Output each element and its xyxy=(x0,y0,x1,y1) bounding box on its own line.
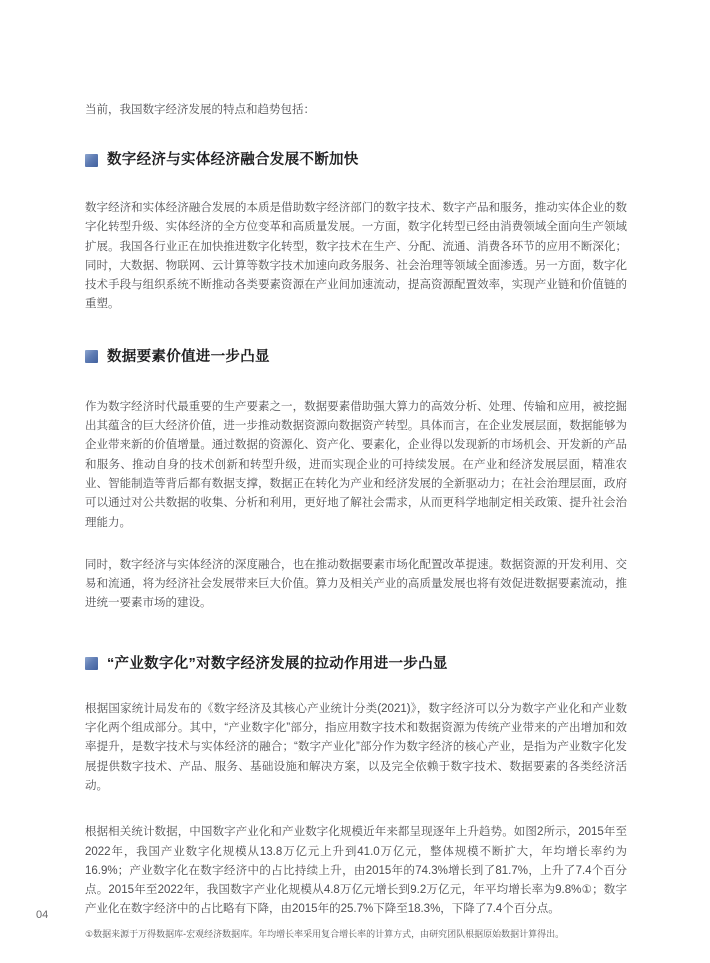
section-heading-1-title: 数字经济与实体经济融合发展不断加快 xyxy=(107,152,359,168)
section-heading-2-title: 数据要素价值进一步凸显 xyxy=(107,348,270,365)
section-bullet-icon xyxy=(85,154,98,167)
body-paragraph-5: 根据相关统计数据，中国数字产业化和产业数字化规模近年来都呈现逐年上升趋势。如图2所示，2015年至2022年，我国产业数字化规模从13.8万亿元上升到41.0万亿元，整体规模不断扩大，年均增长率约为16.9%；产业数字化在数字经济中的占比持续上升，由2015年的74.3%增长到了81.7%，上升了7.4个百分点。2015年至2022年，我国数字产业化规模从4.8万亿元增长到9.2万亿元，年平均增长率为9.8%①；数字产业化在数字经济中的占比略有下降，由2015年的25.7%下降至18.3%，下降了7.4个百分点。 xyxy=(85,826,627,916)
section-heading-3-title: “产业数字化”对数字经济发展的拉动作用进一步凸显 xyxy=(107,655,448,672)
body-paragraph-2: 作为数字经济时代最重要的生产要素之一，数据要素借助强大算力的高效分析、处理、传输和应用，被挖掘出其蕴含的巨大经济价值，进一步推动数据资源向数据资产转型。具体而言，在企业发展层面，数据能够为企业带来新的价值增量。通过数据的资源化、资产化、要素化，企业得以发现新的市场机会、开发新的产品和服务、推动自身的技术创新和转型升级，进而实现企业的可持续发展。在产业和经济发展层面，精准农业、智能制造等背后都有数据支撑，数据正在转化为产业和经济发展的全新驱动力；在社会治理层面，政府可以通过对公共数据的收集、分析和利用，更好地了解社会需求，从而更科学地制定相关政策、提升社会治理能力。 xyxy=(85,400,627,529)
body-paragraph-1: 数字经济和实体经济融合发展的本质是借助数字经济部门的数字技术、数字产品和服务，推动实体企业的数字化转型升级、实体经济的全方位变革和高质量发展。一方面，数字化转型已经由消费领域全面向生产领域扩展。我国各行业正在加快推进数字化转型，数字技术在生产、分配、流通、消费各环节的应用不断深化；同时，大数据、物联网、云计算等数字技术加速向政务服务、社会治理等领域全面渗透。另一方面，数字化技术手段与组织系统不断推动各类要素资源在产业间加速流动，提高资源配置效率，实现产业链和价值链的重塑。 xyxy=(85,202,627,311)
section-bullet-icon xyxy=(85,657,98,670)
footnote: ①数据来源于万得数据库-宏观经济数据库。年均增长率采用复合增长率的计算方式，由研究团队根据原始数据计算得出。 xyxy=(85,928,565,939)
section-bullet-icon xyxy=(85,350,98,363)
page-content xyxy=(85,0,627,940)
section-heading-1 xyxy=(85,151,627,169)
section-heading-3 xyxy=(85,655,627,673)
page-number: 04 xyxy=(36,909,49,921)
body-paragraph-3: 同时，数字经济与实体经济的深度融合，也在推动数据要素市场化配置改革提速。数据资源的开发利用、交易和流通，将为经济社会发展带来巨大价值。算力及相关产业的高质量发展也将有效促进数据要素流动，推进统一要素市场的建设。 xyxy=(85,558,627,610)
intro-paragraph: 当前，我国数字经济发展的特点和趋势包括： xyxy=(85,104,315,116)
body-paragraph-4: 根据国家统计局发布的《数字经济及其核心产业统计分类(2021)》，数字经济可以分为数字产业化和产业数字化两个组成部分。其中，“产业数字化”部分，指应用数字技术和数据资源为传统产业带来的产出增加和效率提升，是数字技术与实体经济的融合；“数字产业化”部分作为数字经济的核心产业，是指为产业数字化发展提供数字技术、产品、服务、基础设施和解决方案，以及完全依赖于数字技术、数据要素的各类经济活动。 xyxy=(85,702,627,792)
section-heading-2 xyxy=(85,348,627,366)
